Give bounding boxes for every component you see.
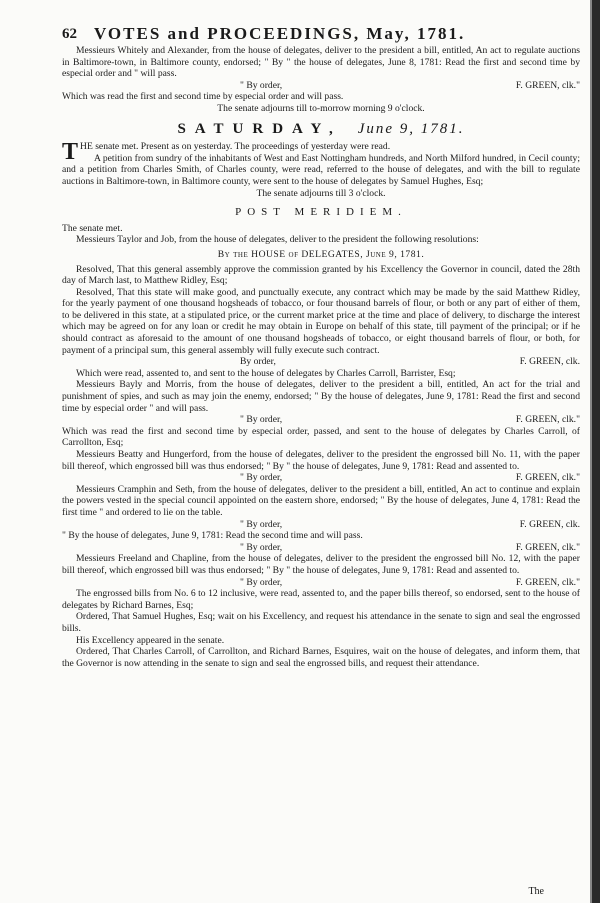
resolution-heading: By the HOUSE of DELEGATES, June 9, 1781. [217, 248, 425, 260]
paragraph-text: HE senate met. Present as on yesterday. The proceedings of yesterday were read. [80, 141, 391, 153]
paragraph: Resolved, That this general assembly approve the commission granted by his Excellency the Governor in council, dated the 28th day of March last, to Matthew Ridley, Esq; [62, 263, 580, 287]
paragraph: " By the house of delegates, June 9, 1781: Read the second time and will pass. [62, 530, 363, 542]
paragraph: Messieurs Taylor and Job, from the house of delegates, deliver to the president the following resolutions: [76, 234, 479, 246]
page-number: 62 [62, 26, 77, 42]
signature-line [62, 519, 580, 531]
signature-line [62, 414, 580, 426]
paragraph: Messieurs Whitely and Alexander, from the house of delegates, deliver to the president a bill, entitled, An act to regulate auctions in Baltimore-town, in Baltimore county, endorsed; " By " the house of delegates, June 8, 1781: Read the first and second time by especial order and " will pass. [62, 45, 580, 80]
paragraph: Messieurs Beatty and Hungerford, from the house of delegates, deliver to the president the engrossed bill No. 11, with the paper bill thereof, which engrossed bill was thus endorsed; " By " the house of delegates, June 9, 1781: Read and assented to. [62, 449, 580, 472]
signature-line [62, 356, 580, 368]
by-order: " By order, [240, 414, 283, 426]
clerk-name: F. GREEN, clk." [515, 79, 580, 91]
paragraph: Ordered, That Samuel Hughes, Esq; wait on his Excellency, and request his attendance in the senate to sign and seal the engrossed bills. [62, 611, 580, 634]
paragraph: His Excellency appeared in the senate. [76, 634, 225, 646]
clerk-name: F. GREEN, clk." [515, 472, 580, 484]
by-order: " By order, [240, 541, 283, 553]
clerk-name: F. GREEN, clk." [515, 414, 580, 426]
clerk-name: F. GREEN, clk. [519, 356, 580, 368]
paragraph: Which was read the first and second time by especial order, passed, and sent to the house of delegates by Charles Carroll, of Carrollton, Esq; [62, 425, 580, 449]
drop-cap: T [62, 139, 79, 166]
paragraph: Resolved, That this state will make good, and punctually execute, any contract which may be made by the said Matthew Ridley, for the yearly payment of one thousand hogsheads of tobacco, or four thousand barrels of flour, or both or any part of either of them, to be delivered in this state, at a stipulated price, or the current market price at the time and place of delivery, to discharge the interest which may be agreed on for any loan or credit he may obtain in Europe on behalf of this state, till payment of the principal; or if he should contract as aforesaid to the amount of one thousand hogsheads of tobacco, or eight thousand barrels of flour, or both, for payment of a principal sum, this general assembly will fully execute such contract. [62, 286, 580, 356]
adjournment: The senate adjourns till 3 o'clock. [256, 187, 386, 199]
paragraph: Messieurs Bayly and Morris, from the house of delegates, deliver to the president a bill, entitled, An act for the trial and punishment of spies, and such as may join the enemy, endorsed; " By the house of delegates, June 9, 1781: Read the first and second time by especial order " and will pass. [62, 379, 580, 414]
by-order: " By order, [240, 576, 283, 588]
paragraph: A petition from sundry of the inhabitants of West and East Nottingham hundreds, and North Milford hundred, in Cecil county; and a petition from Charles Smith, of Charles county, were read, referred to the house of delegates, and with the bill to regulate auctions in Baltimore-town, in Baltimore county, were sent to the house of delegates by Samuel Hughes, Esq; [62, 152, 580, 187]
adjournment: The senate adjourns till to-morrow morning 9 o'clock. [217, 102, 425, 114]
signature-line [62, 80, 580, 92]
clerk-name: F. GREEN, clk." [515, 576, 580, 588]
paragraph: The engrossed bills from No. 6 to 12 inclusive, were read, assented to, and the paper bills thereof, so endorsed, sent to the house of delegates by Richard Barnes, Esq; [62, 588, 580, 611]
by-order: " By order, [240, 79, 283, 91]
by-order: " By order, [240, 518, 283, 530]
clerk-name: F. GREEN, clk." [515, 541, 580, 553]
day-heading [62, 120, 580, 137]
page-edge [592, 0, 600, 903]
day-name: SATURDAY, [177, 120, 342, 137]
clerk-name: F. GREEN, clk. [519, 518, 580, 530]
section-heading: POST MERIDIEM. [235, 206, 407, 219]
paragraph [62, 139, 580, 166]
catchword: The [528, 886, 544, 897]
paragraph: Which was read the first and second time by especial order and will pass. [62, 91, 344, 103]
day-date: June 9, 1781. [357, 120, 465, 137]
by-order: By order, [240, 356, 276, 368]
running-head: VOTES and PROCEEDINGS, May, 1781. [94, 24, 466, 43]
signature-line [62, 577, 580, 589]
signature-line [62, 472, 580, 484]
paragraph: Which were read, assented to, and sent to the house of delegates by Charles Carroll, Barrister, Esq; [76, 367, 456, 379]
paragraph: The senate met. [62, 222, 123, 234]
page-header [62, 24, 582, 46]
paragraph: Messieurs Cramphin and Seth, from the house of delegates, deliver to the president a bill, entitled, An act to continue and explain the powers vested in the special council appointed on the eastern shore, endorsed; " By the house of delegates, June 4, 1781: Read the first time " and ordered to lie on the table. [62, 483, 580, 518]
signature-line [62, 542, 580, 554]
page-body [62, 45, 580, 669]
paragraph: Ordered, That Charles Carroll, of Carrollton, and Richard Barnes, Esquires, wait on the house of delegates, and inform them, that the Governor is now attending in the senate to sign and seal the engrossed bills, and request their attendance. [62, 646, 580, 669]
paragraph: Messieurs Freeland and Chapline, from the house of delegates, deliver to the president the engrossed bill No. 12, with the paper bill thereof, which engrossed bill was thus endorsed; " By " the house of delegates, June 9, 1781: Read and assented to. [62, 553, 580, 576]
by-order: " By order, [240, 472, 283, 484]
